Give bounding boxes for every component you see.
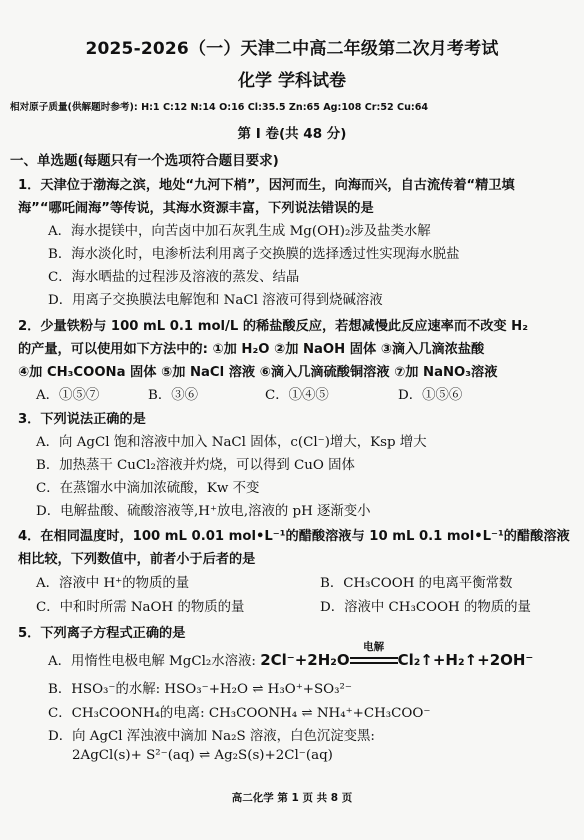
q3-option-b: B．加热蒸干 CuCl₂溶液并灼烧，可以得到 CuO 固体 bbox=[36, 458, 355, 473]
q2-stem-line2: 的产量，可以使用如下方法中的: ①加 H₂O ②加 NaOH 固体 ③滴入几滴浓盐酸 bbox=[18, 342, 485, 357]
question-type-heading: 一、单选题(每题只有一个选项符合题目要求) bbox=[10, 153, 279, 169]
q5-stem: 5．下列离子方程式正确的是 bbox=[18, 626, 186, 641]
q5-option-a-equation bbox=[260, 641, 534, 669]
q4-stem-line1: 4．在相同温度时，100 mL 0.01 mol•L⁻¹的醋酸溶液与 10 mL 0.1 mol•L⁻¹的醋酸溶液 bbox=[18, 529, 570, 544]
q1-option-b: B．海水淡化时，电渗析法利用离子交换膜的选择透过性实现海水脱盐 bbox=[48, 247, 460, 262]
q3-option-a: A．向 AgCl 饱和溶液中加入 NaCl 固体，c(Cl⁻)增大，Ksp 增大 bbox=[36, 435, 427, 450]
q2-option-a: A．①⑤⑦ bbox=[36, 388, 100, 403]
page-footer: 高二化学 第 1 页 共 8 页 bbox=[231, 792, 353, 804]
q5-option-d-line2: 2AgCl(s)+ S²⁻(aq) ⇌ Ag₂S(s)+2Cl⁻(aq) bbox=[72, 748, 333, 763]
q5-option-a-prefix: A．用惰性电极电解 MgCl₂水溶液: bbox=[48, 654, 256, 669]
q5-option-a bbox=[48, 641, 534, 669]
q4-stem-line2: 相比较，下列数值中，前者小于后者的是 bbox=[18, 552, 256, 567]
q5-a-condition: 电解 bbox=[363, 641, 385, 653]
q1-option-d: D．用离子交换膜法电解饱和 NaCl 溶液可得到烧碱溶液 bbox=[48, 293, 383, 308]
q2-option-c: C．①④⑤ bbox=[265, 388, 329, 403]
section-title: 第 I 卷(共 48 分) bbox=[237, 126, 347, 142]
q2-option-d: D．①⑤⑥ bbox=[398, 388, 463, 403]
q1-stem-line2: 海”“哪吒闹海”等传说，其海水资源丰富，下列说法错误的是 bbox=[18, 201, 374, 216]
q5-a-right: Cl₂↑+H₂↑+2OH⁻ bbox=[397, 651, 534, 669]
q5-option-d-line1: D．向 AgCl 浑浊液中滴加 Na₂S 溶液，白色沉淀变黑: bbox=[48, 729, 375, 744]
q4-option-d: D．溶液中 CH₃COOH 的物质的量 bbox=[320, 600, 531, 615]
q2-stem-line3: ④加 CH₃COONa 固体 ⑤加 NaCl 溶液 ⑥滴入几滴硫酸铜溶液 ⑦加 NaNO₃溶液 bbox=[18, 365, 498, 380]
q3-option-c: C．在蒸馏水中滴加浓硫酸，Kw 不变 bbox=[36, 481, 260, 496]
exam-subtitle: 化学 学科试卷 bbox=[238, 71, 346, 91]
electrolysis-arrow bbox=[350, 641, 398, 669]
q5-option-b: B．HSO₃⁻的水解: HSO₃⁻+H₂O ⇌ H₃O⁺+SO₃²⁻ bbox=[48, 682, 352, 697]
q5-option-c: C．CH₃COONH₄的电离: CH₃COONH₄ ⇌ NH₄⁺+CH₃COO⁻ bbox=[48, 706, 431, 721]
q3-stem: 3．下列说法正确的是 bbox=[18, 412, 146, 427]
q4-option-b: B．CH₃COOH 的电离平衡常数 bbox=[320, 576, 513, 591]
q4-option-a: A．溶液中 H⁺的物质的量 bbox=[36, 576, 190, 591]
q1-stem-line1: 1．天津位于渤海之滨，地处“九河下梢”，因河而生，向海而兴，自古流传着“精卫填 bbox=[18, 178, 515, 193]
atomic-masses: 相对原子质量(供解题时参考): H:1 C:12 N:14 O:16 Cl:35.5 Zn:65 Ag:108 Cr:52 Cu:64 bbox=[10, 102, 429, 113]
q1-option-c: C．海水晒盐的过程涉及溶液的蒸发、结晶 bbox=[48, 270, 300, 285]
q3-option-d: D．电解盐酸、硫酸溶液等,H⁺放电,溶液的 pH 逐渐变小 bbox=[36, 504, 371, 519]
q2-option-b: B．③⑥ bbox=[148, 388, 199, 403]
q1-option-a: A．海水提镁中，向苦卤中加石灰乳生成 Mg(OH)₂涉及盐类水解 bbox=[48, 224, 431, 239]
q5-a-left: 2Cl⁻+2H₂O bbox=[260, 651, 350, 669]
exam-title: 2025-2026（一）天津二中高二年级第二次月考考试 bbox=[85, 39, 499, 59]
q2-stem-line1: 2．少量铁粉与 100 mL 0.1 mol/L 的稀盐酸反应，若想减慢此反应速率而不改变 H₂ bbox=[18, 319, 528, 334]
q4-option-c: C．中和时所需 NaOH 的物质的量 bbox=[36, 600, 245, 615]
